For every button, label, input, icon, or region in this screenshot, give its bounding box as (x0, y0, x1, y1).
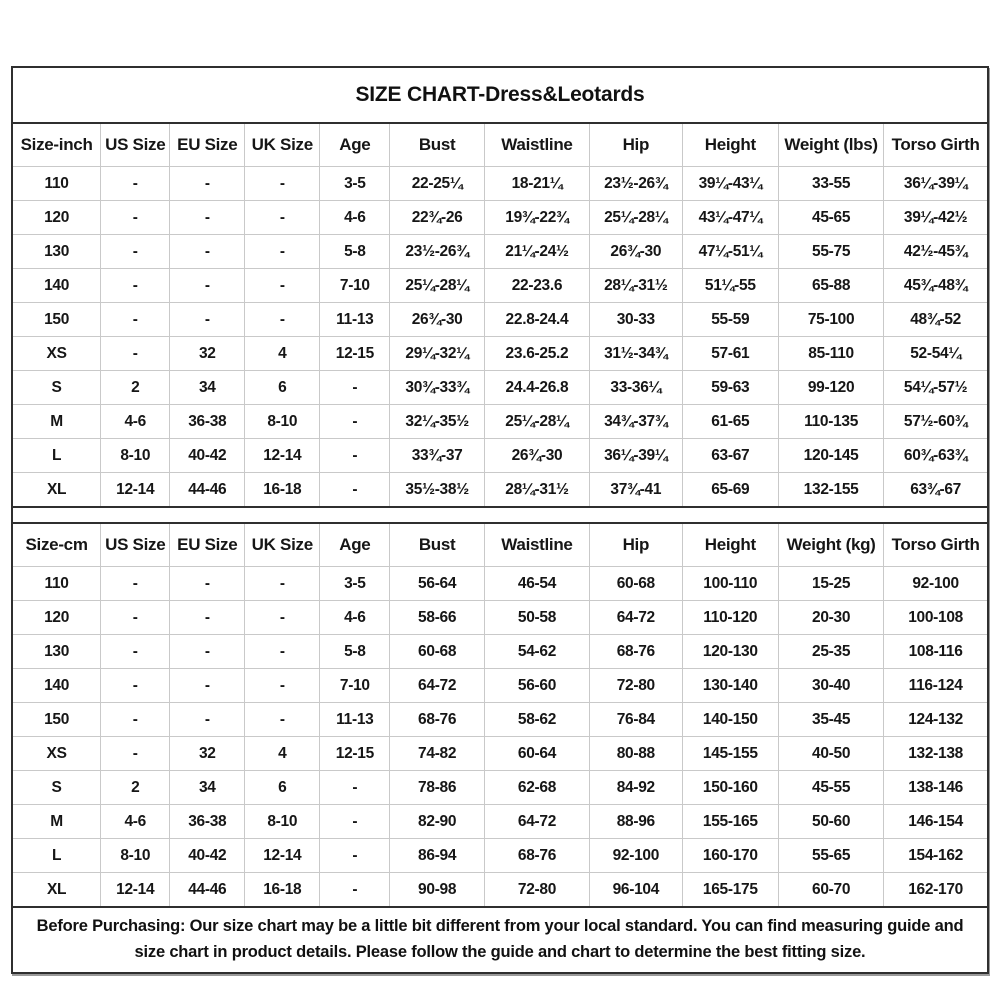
cell: 31½-34¾ (590, 337, 683, 371)
cell: 55-59 (682, 303, 778, 337)
cell: S (13, 371, 101, 405)
table-row (13, 337, 987, 371)
column-header: Torso Girth (884, 523, 987, 567)
cell: - (170, 269, 245, 303)
cell: 96-104 (590, 873, 683, 908)
cell: 45-65 (778, 201, 883, 235)
cell: 44-46 (170, 873, 245, 908)
column-header: Hip (590, 523, 683, 567)
cell: 5-8 (320, 235, 390, 269)
cell: XS (13, 337, 101, 371)
cell: 2 (101, 371, 170, 405)
cell: 110-120 (682, 601, 778, 635)
cell: 32 (170, 337, 245, 371)
cell: - (101, 567, 170, 601)
cell: 39¼-42½ (884, 201, 987, 235)
cell: XL (13, 873, 101, 908)
cell: 124-132 (884, 703, 987, 737)
cell: 7-10 (320, 669, 390, 703)
cell: - (101, 235, 170, 269)
cell: 20-30 (778, 601, 883, 635)
cell: 64-72 (590, 601, 683, 635)
cell: - (101, 337, 170, 371)
cell: 84-92 (590, 771, 683, 805)
cell: M (13, 405, 101, 439)
table-row (13, 737, 987, 771)
cell: - (320, 439, 390, 473)
size-table-inch-body (13, 167, 987, 508)
cell: 6 (245, 771, 320, 805)
cell: 3-5 (320, 567, 390, 601)
column-header: Weight (lbs) (778, 123, 883, 167)
column-header: EU Size (170, 523, 245, 567)
cell: - (245, 269, 320, 303)
cell: 110 (13, 167, 101, 201)
cell: 99-120 (778, 371, 883, 405)
cell: 8-10 (245, 805, 320, 839)
cell: - (320, 371, 390, 405)
cell: 54-62 (484, 635, 589, 669)
cell: - (170, 669, 245, 703)
cell: 34 (170, 771, 245, 805)
cell: 120 (13, 201, 101, 235)
cell: 4-6 (320, 201, 390, 235)
cell: 23½-26¾ (590, 167, 683, 201)
size-table-cm-body (13, 567, 987, 908)
cell: - (101, 201, 170, 235)
cell: - (245, 235, 320, 269)
cell: 90-98 (390, 873, 484, 908)
cell: 116-124 (884, 669, 987, 703)
cell: 12-14 (101, 873, 170, 908)
cell: 6 (245, 371, 320, 405)
cell: 132-155 (778, 473, 883, 508)
table-row (13, 439, 987, 473)
cell: 12-15 (320, 737, 390, 771)
cell: 140 (13, 269, 101, 303)
cell: 63¾-67 (884, 473, 987, 508)
cell: 35½-38½ (390, 473, 484, 508)
cell: - (101, 703, 170, 737)
cell: 120 (13, 601, 101, 635)
table-row (13, 805, 987, 839)
cell: 36¼-39¼ (884, 167, 987, 201)
cell: 100-110 (682, 567, 778, 601)
cell: 47¼-51¼ (682, 235, 778, 269)
column-header: Age (320, 523, 390, 567)
cell: 45-55 (778, 771, 883, 805)
cell: S (13, 771, 101, 805)
cell: 120-130 (682, 635, 778, 669)
cell: 16-18 (245, 473, 320, 508)
column-header: Height (682, 523, 778, 567)
cell: 11-13 (320, 703, 390, 737)
cell: 140-150 (682, 703, 778, 737)
table-row (13, 839, 987, 873)
column-header: Waistline (484, 523, 589, 567)
cell: 165-175 (682, 873, 778, 908)
cell: 50-60 (778, 805, 883, 839)
cell: 162-170 (884, 873, 987, 908)
cell: 138-146 (884, 771, 987, 805)
table-divider (13, 508, 987, 522)
table-row (13, 235, 987, 269)
cell: 132-138 (884, 737, 987, 771)
cell: - (245, 303, 320, 337)
cell: 150-160 (682, 771, 778, 805)
cell: - (170, 601, 245, 635)
cell: 85-110 (778, 337, 883, 371)
column-header: Age (320, 123, 390, 167)
cell: 40-42 (170, 439, 245, 473)
cell: 72-80 (484, 873, 589, 908)
purchase-note: Before Purchasing: Our size chart may be a little bit different from your local standard. You can find measuring guide and size chart in product details. Please follow the guide and chart to determine the best fitting size. (36, 917, 964, 961)
cell: - (320, 405, 390, 439)
cell: 40-50 (778, 737, 883, 771)
cell: 60-64 (484, 737, 589, 771)
cell: 52-54¼ (884, 337, 987, 371)
cell: 140 (13, 669, 101, 703)
cell: 18-21¼ (484, 167, 589, 201)
cell: 7-10 (320, 269, 390, 303)
cell: 8-10 (101, 839, 170, 873)
cell: 3-5 (320, 167, 390, 201)
cell: 25¼-28¼ (484, 405, 589, 439)
cell: 55-65 (778, 839, 883, 873)
cell: - (245, 703, 320, 737)
cell: 78-86 (390, 771, 484, 805)
table-row (13, 771, 987, 805)
cell: 4-6 (101, 405, 170, 439)
cell: 36-38 (170, 805, 245, 839)
cell: 130-140 (682, 669, 778, 703)
cell: 150 (13, 703, 101, 737)
cell: - (101, 669, 170, 703)
column-header: Weight (kg) (778, 523, 883, 567)
cell: 45¾-48¾ (884, 269, 987, 303)
cell: 44-46 (170, 473, 245, 508)
cell: 68-76 (484, 839, 589, 873)
cell: 23½-26¾ (390, 235, 484, 269)
cell: - (170, 167, 245, 201)
table-row (13, 167, 987, 201)
cell: 19¾-22¾ (484, 201, 589, 235)
table-row (13, 303, 987, 337)
cell: 60-68 (390, 635, 484, 669)
column-header: Size-inch (13, 123, 101, 167)
cell: 25¼-28¼ (390, 269, 484, 303)
column-header: Size-cm (13, 523, 101, 567)
cell: 4-6 (320, 601, 390, 635)
cell: 37¾-41 (590, 473, 683, 508)
cell: 12-14 (245, 839, 320, 873)
cell: 51¼-55 (682, 269, 778, 303)
cell: 25¼-28¼ (590, 201, 683, 235)
cell: 60-68 (590, 567, 683, 601)
cell: - (101, 601, 170, 635)
cell: 61-65 (682, 405, 778, 439)
table-row (13, 567, 987, 601)
cell: 130 (13, 635, 101, 669)
cell: - (320, 839, 390, 873)
cell: 26¾-30 (590, 235, 683, 269)
cell: - (245, 669, 320, 703)
cell: XL (13, 473, 101, 508)
column-header: Bust (390, 523, 484, 567)
cell: 130 (13, 235, 101, 269)
table-row (13, 669, 987, 703)
page-title: SIZE CHART-Dress&Leotards (355, 83, 645, 106)
cell: - (101, 269, 170, 303)
cell: 72-80 (590, 669, 683, 703)
cell: 2 (101, 771, 170, 805)
cell: 60-70 (778, 873, 883, 908)
size-chart-panel (11, 66, 989, 974)
cell: 48¾-52 (884, 303, 987, 337)
cell: - (101, 737, 170, 771)
cell: 57½-60¾ (884, 405, 987, 439)
cell: 34¾-37¾ (590, 405, 683, 439)
cell: 56-64 (390, 567, 484, 601)
cell: 32 (170, 737, 245, 771)
cell: 54¼-57½ (884, 371, 987, 405)
cell: 36¼-39¼ (590, 439, 683, 473)
cell: 43¼-47¼ (682, 201, 778, 235)
cell: 22¾-26 (390, 201, 484, 235)
cell: - (170, 635, 245, 669)
cell: - (170, 235, 245, 269)
cell: 145-155 (682, 737, 778, 771)
cell: 34 (170, 371, 245, 405)
cell: 155-165 (682, 805, 778, 839)
table-row (13, 201, 987, 235)
cell: 110-135 (778, 405, 883, 439)
cell: 16-18 (245, 873, 320, 908)
cell: 29¼-32¼ (390, 337, 484, 371)
cell: 80-88 (590, 737, 683, 771)
table-row (13, 703, 987, 737)
cell: 28¼-31½ (484, 473, 589, 508)
column-header: Height (682, 123, 778, 167)
cell: M (13, 805, 101, 839)
cell: 25-35 (778, 635, 883, 669)
cell: - (170, 201, 245, 235)
header-row (13, 123, 987, 167)
cell: 150 (13, 303, 101, 337)
cell: 30¾-33¾ (390, 371, 484, 405)
column-header: US Size (101, 523, 170, 567)
size-table-cm (13, 522, 987, 908)
cell: 100-108 (884, 601, 987, 635)
cell: 26¾-30 (484, 439, 589, 473)
cell: 4 (245, 737, 320, 771)
cell: 160-170 (682, 839, 778, 873)
cell: 12-14 (101, 473, 170, 508)
table-row (13, 371, 987, 405)
cell: 35-45 (778, 703, 883, 737)
cell: 65-88 (778, 269, 883, 303)
cell: 4-6 (101, 805, 170, 839)
size-table-cm-head (13, 523, 987, 567)
cell: 24.4-26.8 (484, 371, 589, 405)
cell: 33-36¼ (590, 371, 683, 405)
column-header: Hip (590, 123, 683, 167)
cell: 76-84 (590, 703, 683, 737)
cell: 65-69 (682, 473, 778, 508)
column-header: Torso Girth (884, 123, 987, 167)
cell: 92-100 (590, 839, 683, 873)
cell: 33¾-37 (390, 439, 484, 473)
cell: 42½-45¾ (884, 235, 987, 269)
cell: 8-10 (101, 439, 170, 473)
cell: - (101, 635, 170, 669)
cell: 74-82 (390, 737, 484, 771)
cell: 30-33 (590, 303, 683, 337)
cell: L (13, 439, 101, 473)
cell: 58-66 (390, 601, 484, 635)
column-header: UK Size (245, 123, 320, 167)
cell: 15-25 (778, 567, 883, 601)
cell: 12-14 (245, 439, 320, 473)
cell: 33-55 (778, 167, 883, 201)
cell: 86-94 (390, 839, 484, 873)
cell: 5-8 (320, 635, 390, 669)
cell: 22-25¼ (390, 167, 484, 201)
cell: 50-58 (484, 601, 589, 635)
cell: XS (13, 737, 101, 771)
cell: 108-116 (884, 635, 987, 669)
cell: 64-72 (484, 805, 589, 839)
cell: 110 (13, 567, 101, 601)
cell: - (320, 873, 390, 908)
cell: 40-42 (170, 839, 245, 873)
cell: 154-162 (884, 839, 987, 873)
table-row (13, 601, 987, 635)
cell: 68-76 (590, 635, 683, 669)
cell: 21¼-24½ (484, 235, 589, 269)
cell: 28¼-31½ (590, 269, 683, 303)
cell: 12-15 (320, 337, 390, 371)
cell: - (101, 303, 170, 337)
table-row (13, 405, 987, 439)
table-row (13, 473, 987, 508)
cell: - (245, 635, 320, 669)
table-row (13, 635, 987, 669)
cell: 32¼-35½ (390, 405, 484, 439)
cell: 120-145 (778, 439, 883, 473)
cell: 46-54 (484, 567, 589, 601)
size-table-inch (13, 122, 987, 508)
cell: 23.6-25.2 (484, 337, 589, 371)
cell: - (320, 771, 390, 805)
size-table-inch-head (13, 123, 987, 167)
column-header: Waistline (484, 123, 589, 167)
cell: - (245, 567, 320, 601)
cell: 55-75 (778, 235, 883, 269)
column-header: EU Size (170, 123, 245, 167)
cell: 82-90 (390, 805, 484, 839)
cell: 26¾-30 (390, 303, 484, 337)
cell: 75-100 (778, 303, 883, 337)
cell: 146-154 (884, 805, 987, 839)
cell: - (245, 201, 320, 235)
cell: 58-62 (484, 703, 589, 737)
cell: 68-76 (390, 703, 484, 737)
cell: 36-38 (170, 405, 245, 439)
cell: - (245, 601, 320, 635)
cell: - (170, 567, 245, 601)
cell: 57-61 (682, 337, 778, 371)
cell: - (245, 167, 320, 201)
cell: 60¾-63¾ (884, 439, 987, 473)
cell: 56-60 (484, 669, 589, 703)
cell: - (170, 703, 245, 737)
cell: - (101, 167, 170, 201)
cell: 11-13 (320, 303, 390, 337)
cell: 8-10 (245, 405, 320, 439)
cell: - (320, 473, 390, 508)
cell: 63-67 (682, 439, 778, 473)
cell: 30-40 (778, 669, 883, 703)
cell: 64-72 (390, 669, 484, 703)
cell: 22.8-24.4 (484, 303, 589, 337)
header-row (13, 523, 987, 567)
cell: L (13, 839, 101, 873)
table-row (13, 269, 987, 303)
cell: 39¼-43¼ (682, 167, 778, 201)
cell: 88-96 (590, 805, 683, 839)
cell: 59-63 (682, 371, 778, 405)
cell: 22-23.6 (484, 269, 589, 303)
column-header: US Size (101, 123, 170, 167)
column-header: Bust (390, 123, 484, 167)
cell: - (320, 805, 390, 839)
cell: 4 (245, 337, 320, 371)
cell: 62-68 (484, 771, 589, 805)
cell: - (170, 303, 245, 337)
cell: 92-100 (884, 567, 987, 601)
column-header: UK Size (245, 523, 320, 567)
table-row (13, 873, 987, 908)
